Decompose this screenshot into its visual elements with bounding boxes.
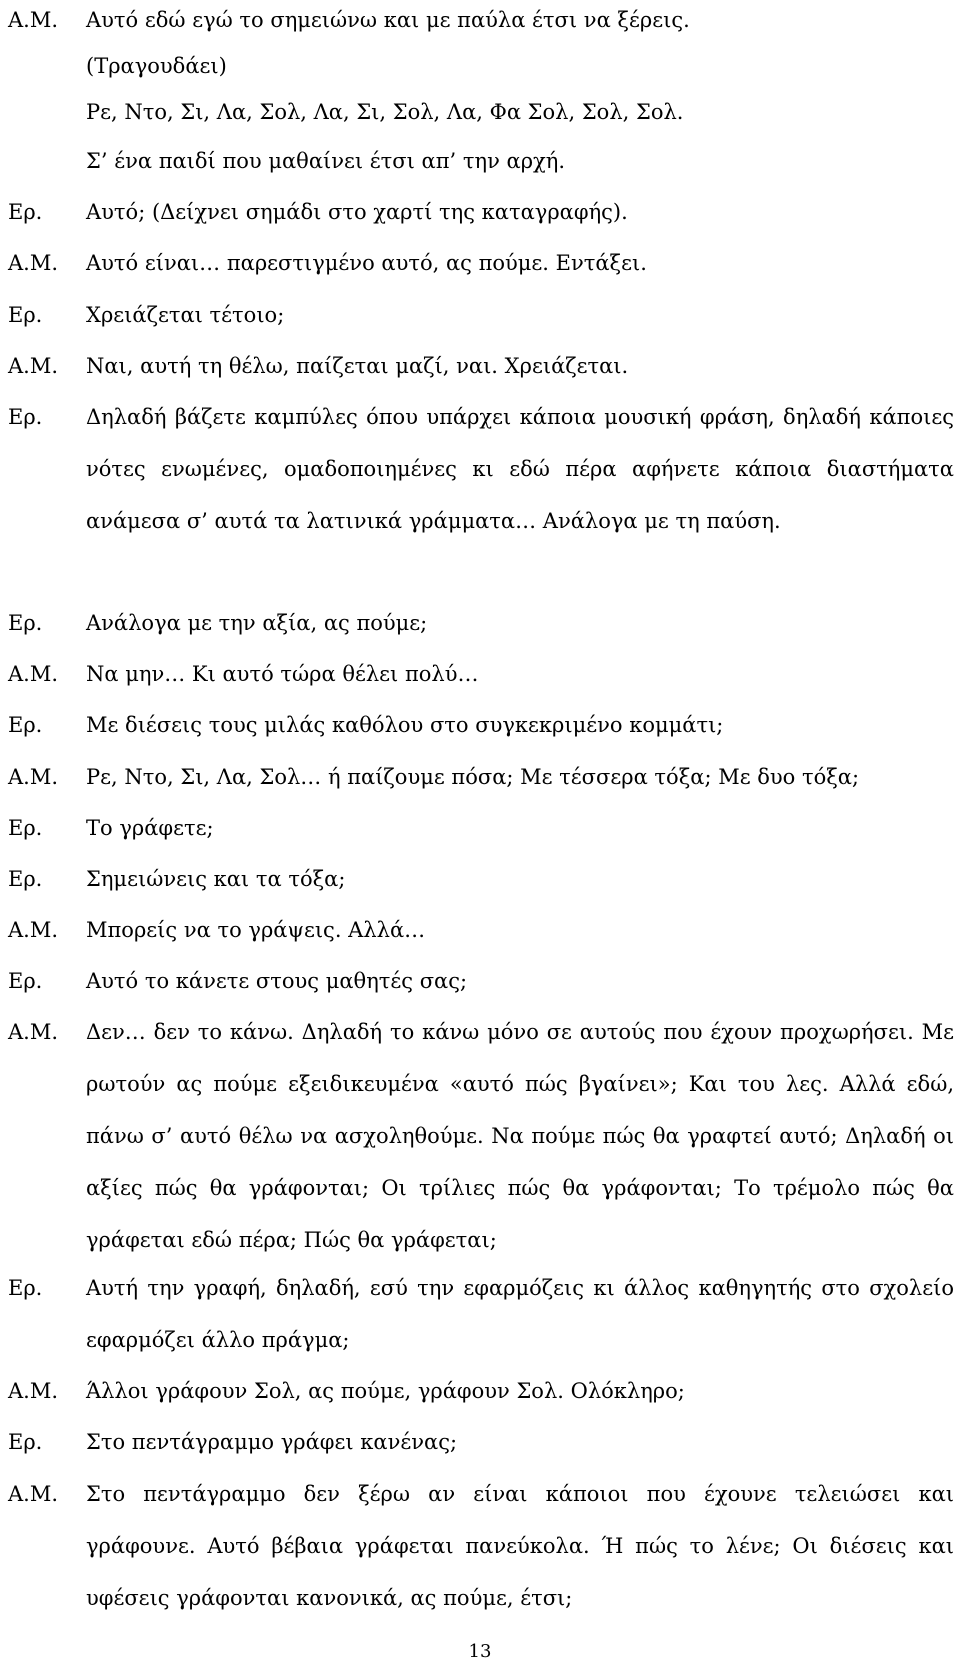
speaker-label: Ερ. bbox=[8, 303, 43, 327]
utterance-text: Αυτό; (Δείχνει σημάδι στο χαρτί της καταγραφής). bbox=[86, 200, 628, 224]
utterance-text: Μπορείς να το γράψεις. Αλλά… bbox=[86, 918, 426, 942]
utterance-text: (Τραγουδάει) bbox=[86, 54, 227, 78]
speaker-label: Α.Μ. bbox=[8, 354, 59, 378]
speaker-label: Α.Μ. bbox=[8, 918, 59, 942]
utterance-text: Αυτό εδώ εγώ το σημειώνω και με παύλα έτσι να ξέρεις. bbox=[86, 8, 690, 32]
utterance-text: Ανάλογα με την αξία, ας πούμε; bbox=[86, 611, 428, 635]
speaker-label: Α.Μ. bbox=[8, 765, 59, 789]
speaker-label: Α.Μ. bbox=[8, 1482, 59, 1506]
utterance-text: Δηλαδή βάζετε καμπύλες όπου υπάρχει κάποια μουσική φράση, δηλαδή κάποιες νότες ενωμένες, ομαδοποιημένες κι εδώ πέρα αφήνετε κάποια διαστήματα ανάμεσα σ’ αυτά τα λατινικά γράμματα… Ανάλογα με τη παύση. bbox=[86, 405, 954, 533]
speaker-label: Α.Μ. bbox=[8, 1379, 59, 1403]
utterance-text: Αυτό το κάνετε στους μαθητές σας; bbox=[86, 969, 468, 993]
speaker-label: Α.Μ. bbox=[8, 1020, 59, 1044]
page-number: 13 bbox=[468, 1641, 492, 1662]
speaker-label: Ερ. bbox=[8, 713, 43, 737]
utterance-text: Σημειώνεις και τα τόξα; bbox=[86, 867, 346, 891]
utterance-text: Σ’ ένα παιδί που μαθαίνει έτσι απ’ την αρχή. bbox=[86, 149, 566, 173]
speaker-label: Ερ. bbox=[8, 867, 43, 891]
speaker-label: Ερ. bbox=[8, 969, 43, 993]
speaker-label: Α.Μ. bbox=[8, 251, 59, 275]
utterance-text: Ρε, Ντο, Σι, Λα, Σολ, Λα, Σι, Σολ, Λα, Φα Σολ, Σολ, Σολ. bbox=[86, 100, 684, 124]
utterance-text: Στο πεντάγραμμο γράφει κανένας; bbox=[86, 1430, 458, 1454]
utterance-text: Να μην… Κι αυτό τώρα θέλει πολύ… bbox=[86, 662, 479, 686]
utterance-text: Αυτό είναι… παρεστιγμένο αυτό, ας πούμε. Εντάξει. bbox=[86, 251, 647, 275]
utterance-text: Ρε, Ντο, Σι, Λα, Σολ… ή παίζουμε πόσα; Με τέσσερα τόξα; Με δυο τόξα; bbox=[86, 765, 860, 789]
utterance-text: Χρειάζεται τέτοιο; bbox=[86, 303, 285, 327]
utterance-text: Με διέσεις τους μιλάς καθόλου στο συγκεκριμένο κομμάτι; bbox=[86, 713, 724, 737]
speaker-label: Ερ. bbox=[8, 1430, 43, 1454]
speaker-label: Ερ. bbox=[8, 611, 43, 635]
speaker-label: Ερ. bbox=[8, 1276, 43, 1300]
utterance-text: Άλλοι γράφουν Σολ, ας πούμε, γράφουν Σολ. Ολόκληρο; bbox=[86, 1379, 685, 1403]
utterance-text: Ναι, αυτή τη θέλω, παίζεται μαζί, ναι. Χρειάζεται. bbox=[86, 354, 629, 378]
utterance-text: Δεν… δεν το κάνω. Δηλαδή το κάνω μόνο σε αυτούς που έχουν προχωρήσει. Με ρωτούν ας πούμε εξειδικευμένα «αυτό πώς βγαίνει»; Και του λες. Αλλά εδώ, πάνω σ’ αυτό θέλω να ασχοληθούμε. Να πούμε πώς θα γραφτεί αυτό; Δηλαδή οι αξίες πώς θα γράφονται; Οι τρίλιες πώς θα γράφονται; Το τρέμολο πώς θα γράφεται εδώ πέρα; Πώς θα γράφεται; bbox=[86, 1020, 954, 1252]
utterance-text: Το γράφετε; bbox=[86, 816, 214, 840]
utterance-text: Αυτή την γραφή, δηλαδή, εσύ την εφαρμόζεις κι άλλος καθηγητής στο σχολείο εφαρμόζει άλλο πράγμα; bbox=[86, 1276, 954, 1352]
speaker-label: Α.Μ. bbox=[8, 662, 59, 686]
speaker-label: Ερ. bbox=[8, 200, 43, 224]
speaker-label: Α.Μ. bbox=[8, 8, 59, 32]
speaker-label: Ερ. bbox=[8, 816, 43, 840]
utterance-text: Στο πεντάγραμμο δεν ξέρω αν είναι κάποιοι που έχουνε τελειώσει και γράφουνε. Αυτό βέβαια γράφεται πανεύκολα. Ή πώς το λένε; Οι διέσεις και υφέσεις γράφονται κανονικά, ας πούμε, έτσι; bbox=[86, 1482, 954, 1610]
speaker-label: Ερ. bbox=[8, 405, 43, 429]
